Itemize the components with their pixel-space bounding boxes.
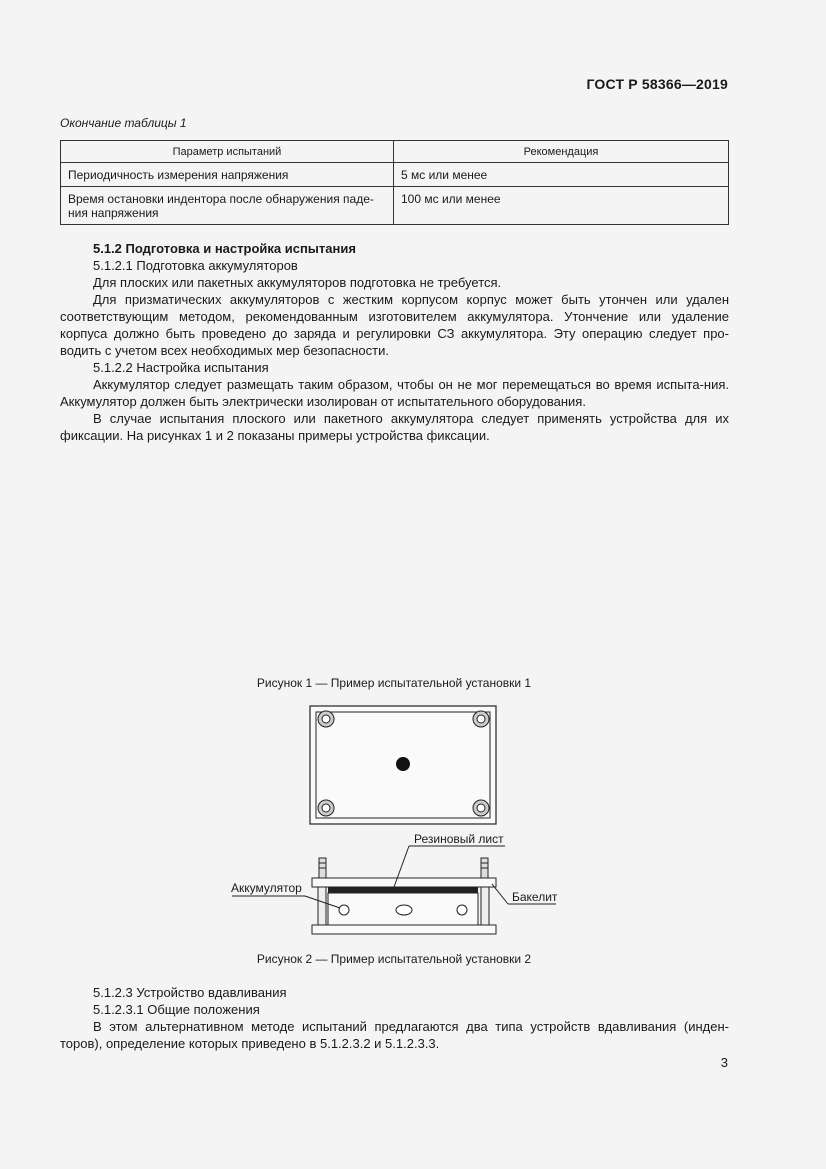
- page-number: 3: [720, 1055, 728, 1070]
- paragraph: В этом альтернативном методе испытаний предлагаются два типа устройств вдавливания (инден-торов), определение которых приведено в 5.1.2.3.2 и 5.1.2.3.3.: [60, 1019, 729, 1051]
- figure-2-caption: Рисунок 2 — Пример испытательной установки 2: [256, 952, 532, 966]
- table-header-cell: Параметр испытаний: [61, 141, 394, 163]
- bakelite-label: Бакелит: [512, 890, 558, 904]
- subsection-heading: 5.1.2.3 Устройство вдавливания: [93, 985, 287, 1000]
- subsection-heading: 5.1.2.1 Подготовка аккумуляторов: [93, 258, 298, 273]
- body-text-continued: [60, 984, 729, 1052]
- subsection-heading: 5.1.2.2 Настройка испытания: [93, 360, 269, 375]
- paragraph: В случае испытания плоского или пакетного аккумулятора следует применять устройства для их фиксации. На рисунках 1 и 2 показаны примеры устройства фиксации.: [60, 411, 729, 443]
- paragraph: Аккумулятор следует размещать таким образом, чтобы он не мог перемещаться во время испыта-ния. Аккумулятор должен быть электрически изолирован от испытательного оборудования.: [60, 377, 729, 409]
- subsection-heading: 5.1.2.3.1 Общие положения: [93, 1002, 260, 1017]
- figure-1-plate: [310, 706, 496, 824]
- standard-number: ГОСТ Р 58366—2019: [586, 76, 728, 92]
- bolt-icon: [473, 800, 489, 816]
- bolt-icon: [318, 800, 334, 816]
- rubber-sheet-label: Резиновый лист: [414, 832, 504, 846]
- table-cell: 100 мс или менее: [394, 187, 729, 225]
- bolt-icon: [473, 711, 489, 727]
- bolt-icon: [318, 711, 334, 727]
- section-heading: 5.1.2 Подготовка и настройка испытания: [93, 241, 356, 256]
- table-cell: Время остановки индентора после обнаружения паде-ния напряжения: [61, 187, 394, 225]
- table-cell: 5 мс или менее: [394, 163, 729, 187]
- table-cell: Периодичность измерения напряжения: [61, 163, 394, 187]
- table-caption: Окончание таблицы 1: [60, 116, 187, 130]
- table-header-cell: Рекомендация: [394, 141, 729, 163]
- battery-label: Аккумулятор: [231, 881, 302, 895]
- figure-1-caption: Рисунок 1 — Пример испытательной установки 1: [256, 676, 532, 690]
- indentor-hole: [396, 757, 410, 771]
- paragraph: Для плоских или пакетных аккумуляторов подготовка не требуется.: [93, 275, 502, 290]
- paragraph: Для призматических аккумуляторов с жестким корпусом корпус может быть утончен или удален соответствующим методом, рекомендованным изготовителем аккумулятора. Утончение или удаление корпуса должно быть проведено до заряда и регулировки СЗ аккумулятора. Эту операцию следует про-водить с учетом всех необходимых мер безопасности.: [60, 292, 729, 358]
